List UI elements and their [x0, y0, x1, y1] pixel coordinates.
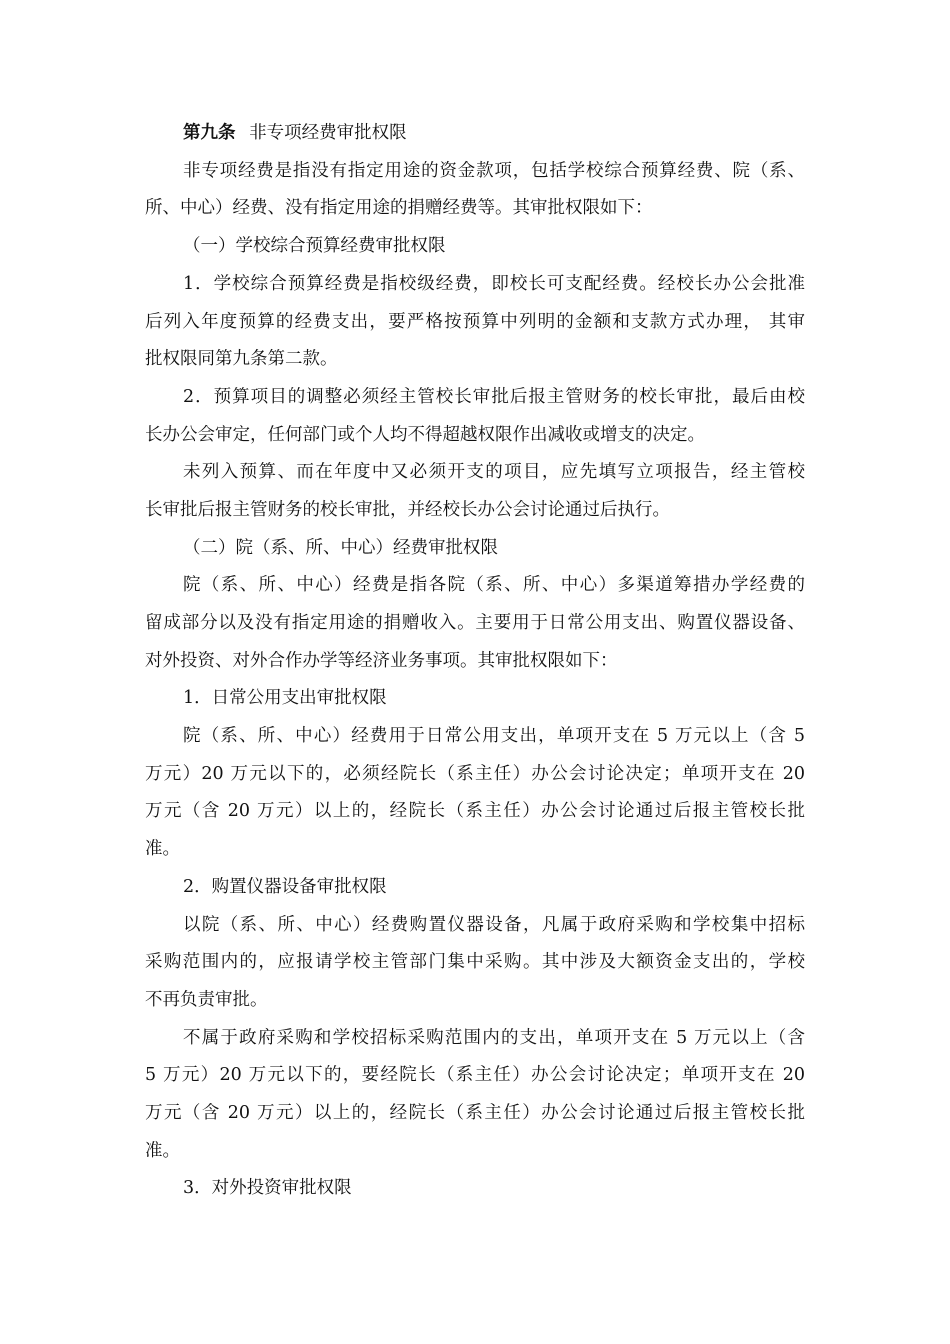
- text-line: 采购范围内的，应报请学校主管部门集中采购。其中涉及大额资金支出的，学校: [145, 952, 805, 972]
- text-line: 留成部分以及没有指定用途的捐赠收入。主要用于日常公用支出、购置仪器设备、: [145, 613, 805, 633]
- text-line: 长审批后报主管财务的校长审批，并经校长办公会讨论通过后执行。: [145, 500, 670, 520]
- article-heading: [183, 121, 805, 145]
- text-line: 所、中心）经费、没有指定用途的捐赠经费等。其审批权限如下：: [145, 198, 653, 218]
- text-line: 未列入预算、而在年度中又必须开支的项目，应先填写立项报告，经主管校: [183, 462, 805, 482]
- section-heading: （一）学校综合预算经费审批权限: [183, 236, 446, 256]
- article-heading-label: 第九条: [183, 123, 236, 143]
- text-line: 不再负责审批。: [145, 990, 268, 1010]
- section-heading: （二）院（系、所、中心）经费审批权限: [183, 538, 498, 558]
- text-line: 对外投资、对外合作办学等经济业务事项。其审批权限如下：: [145, 651, 618, 671]
- subsection-heading: 3．对外投资审批权限: [183, 1178, 352, 1198]
- text-line: 万元）20 万元以下的，必须经院长（系主任）办公会讨论决定；单项开支在 20: [145, 764, 805, 784]
- text-line: 非专项经费是指没有指定用途的资金款项，包括学校综合预算经费、院（系、: [183, 161, 805, 181]
- text-line: 以院（系、所、中心）经费购置仪器设备，凡属于政府采购和学校集中招标: [183, 915, 805, 935]
- text-line: 1．学校综合预算经费是指校级经费，即校长可支配经费。经校长办公会批准: [183, 274, 805, 294]
- subsection-heading: 2．购置仪器设备审批权限: [183, 877, 387, 897]
- text-line: 万元（含 20 万元）以上的，经院长（系主任）办公会讨论通过后报主管校长批: [145, 801, 805, 821]
- text-line: 2．预算项目的调整必须经主管校长审批后报主管财务的校长审批，最后由校: [183, 387, 805, 407]
- text-line: 准。: [145, 839, 180, 859]
- text-line: 后列入年度预算的经费支出，要严格按预算中列明的金额和支款方式办理， 其审: [145, 312, 805, 332]
- text-line: 5 万元）20 万元以下的，要经院长（系主任）办公会讨论决定；单项开支在 20: [145, 1065, 805, 1085]
- article-heading-title: 非专项经费审批权限: [249, 123, 407, 143]
- text-line: 院（系、所、中心）经费是指各院（系、所、中心）多渠道筹措办学经费的: [183, 575, 805, 595]
- text-line: 万元（含 20 万元）以上的，经院长（系主任）办公会讨论通过后报主管校长批: [145, 1103, 805, 1123]
- text-line: 不属于政府采购和学校招标采购范围内的支出，单项开支在 5 万元以上（含: [183, 1028, 805, 1048]
- text-line: 批权限同第九条第二款。: [145, 349, 338, 369]
- text-line: 院（系、所、中心）经费用于日常公用支出，单项开支在 5 万元以上（含 5: [183, 726, 805, 746]
- text-line: 准。: [145, 1141, 180, 1161]
- text-line: 长办公会审定，任何部门或个人均不得超越权限作出减收或增支的决定。: [145, 425, 705, 445]
- subsection-heading: 1．日常公用支出审批权限: [183, 688, 387, 708]
